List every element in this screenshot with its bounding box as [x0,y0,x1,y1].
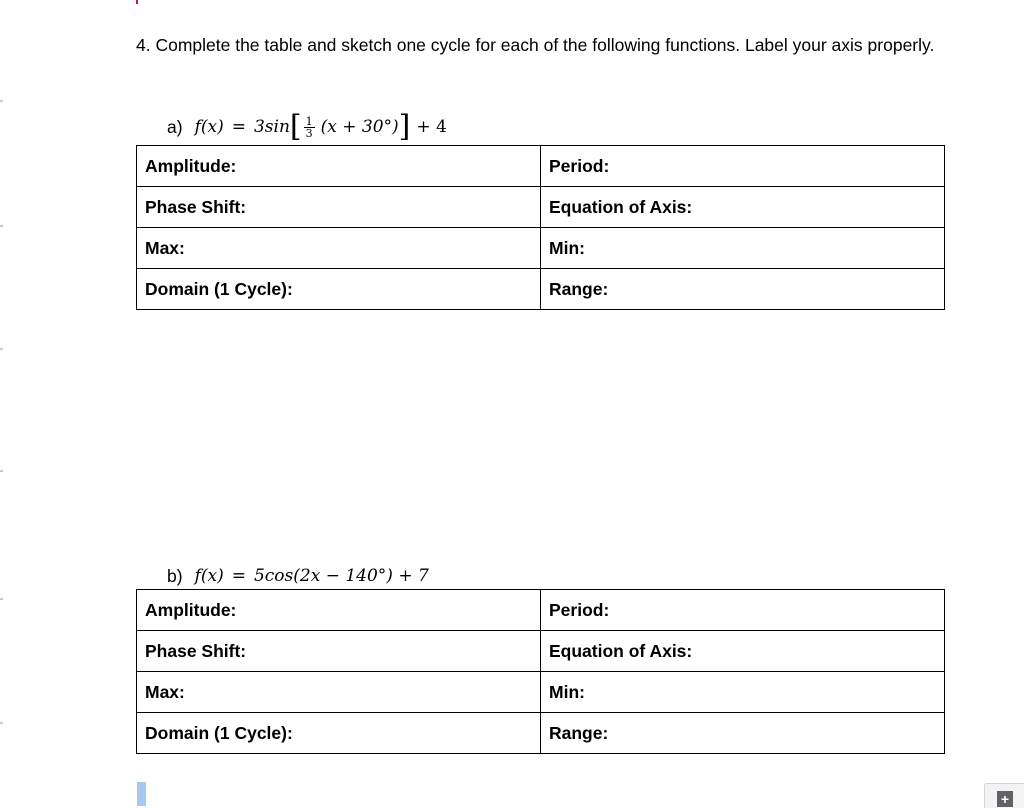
formula-a-rhs: + 4 [416,117,447,137]
part-a-label: a) [167,116,183,137]
ruler-tick [0,722,3,724]
table-row [137,590,945,631]
right-bracket: ] [398,109,411,144]
part-b-label: b) [167,565,183,586]
ruler-tick [0,225,3,227]
table-row [137,631,945,672]
table-row [137,713,945,754]
table-cell: Phase Shift: [137,631,541,672]
table-cell: Period: [541,590,945,631]
formula-a-coef: 3sin [253,117,290,137]
table-cell: Range: [541,713,945,754]
formula-b [167,564,429,588]
table-cell: Amplitude: [137,146,541,187]
ruler-tick [0,100,3,102]
question-text: 4. Complete the table and sketch one cycle for each of the following functions. Label your axis properly. [136,35,935,55]
table-cell: Max: [137,672,541,713]
table-cell: Min: [541,672,945,713]
table-cell: Equation of Axis: [541,631,945,672]
formula-b-lhs: f(x) [194,566,224,586]
formula-a-equals: = [231,117,246,137]
formula-a [167,109,447,144]
explore-button[interactable] [984,783,1024,808]
table-cell: Phase Shift: [137,187,541,228]
text-cursor[interactable] [137,782,146,806]
table-row [137,672,945,713]
fraction-one-third [304,116,315,139]
table-row [137,146,945,187]
fraction-denominator: 3 [305,126,313,140]
table-a [136,145,945,310]
table-row [137,228,945,269]
table-cell: Domain (1 Cycle): [137,713,541,754]
ruler-tick [0,598,3,600]
formula-a-lhs: f(x) [194,117,224,137]
formula-b-expr: 5cos(2x − 140°) + 7 [253,566,429,586]
page-top-marker [136,0,138,4]
formula-b-equals: = [231,566,246,586]
table-row [137,269,945,310]
table-cell: Period: [541,146,945,187]
table-cell: Min: [541,228,945,269]
table-cell: Range: [541,269,945,310]
table-row [137,187,945,228]
table-cell: Domain (1 Cycle): [137,269,541,310]
table-cell: Amplitude: [137,590,541,631]
table-b [136,589,945,754]
add-icon: + [997,791,1013,807]
formula-a-inner: (x + 30°) [320,117,399,137]
fraction-numerator: 1 [305,114,313,128]
ruler-tick [0,470,3,472]
ruler-tick [0,348,3,350]
left-bracket: [ [289,109,302,144]
table-cell: Equation of Axis: [541,187,945,228]
table-cell: Max: [137,228,541,269]
